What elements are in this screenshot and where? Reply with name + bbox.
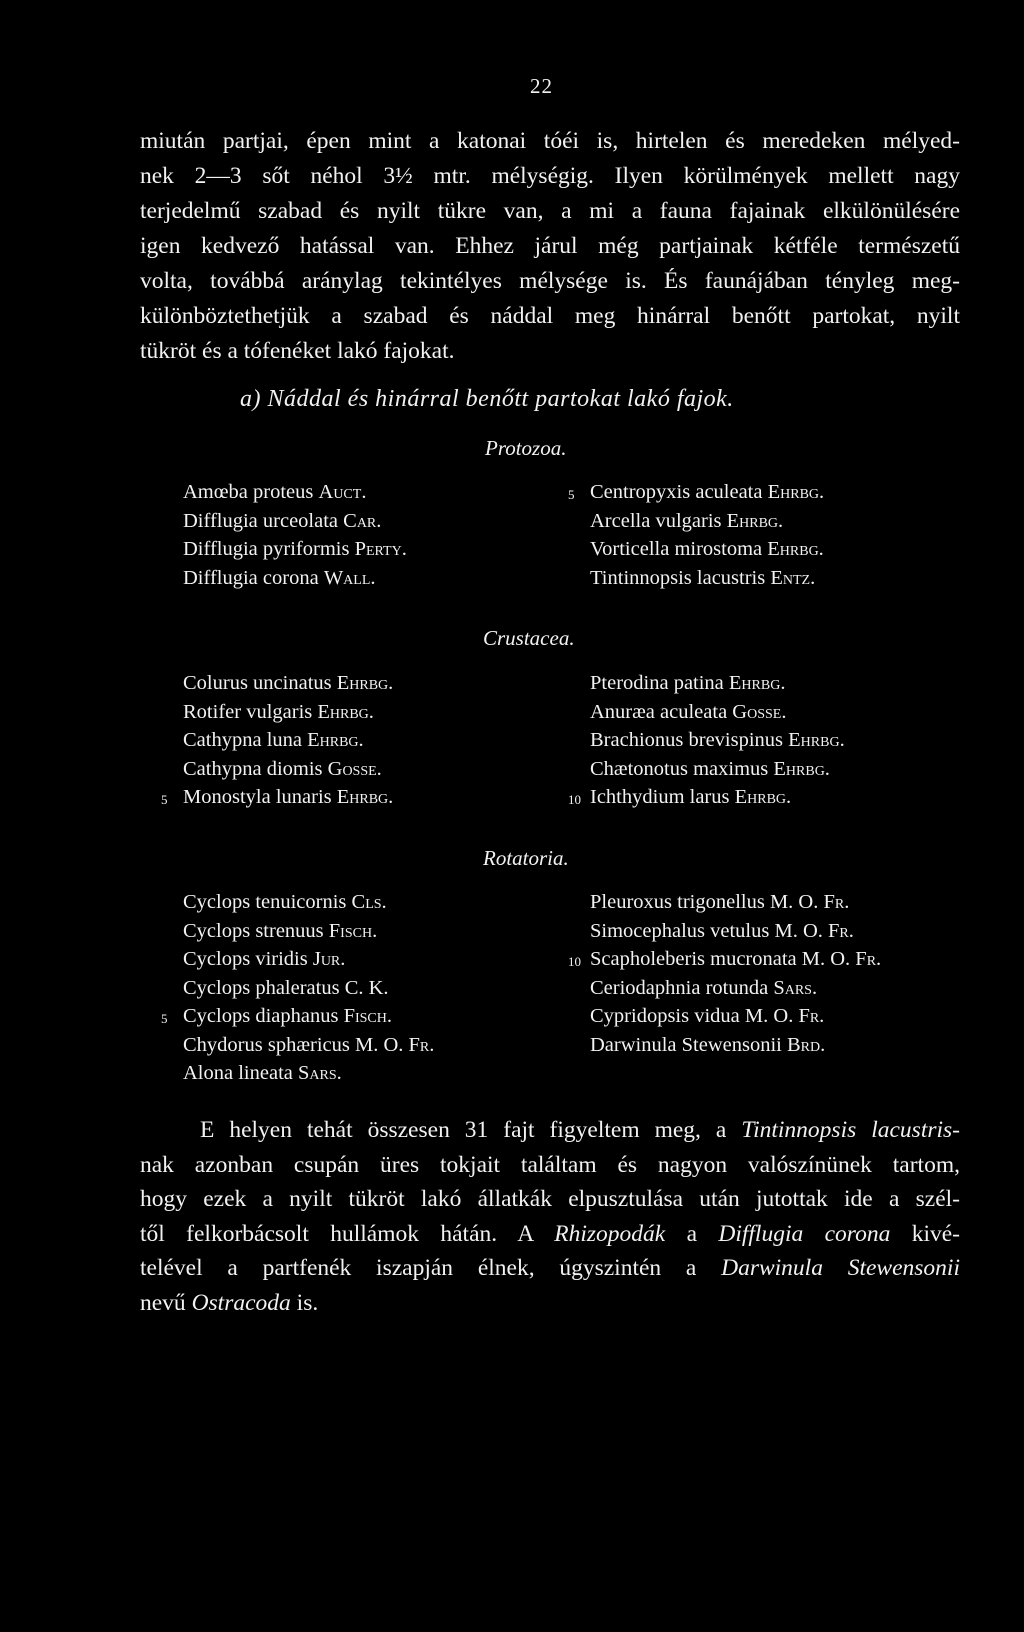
species-author: Ehrbg. [726,509,784,532]
species-author: Ehrbg. [773,757,830,780]
species-name: Rotifer vulgaris [183,700,313,723]
species-entry [590,755,845,784]
species-author: Ehrbg. [336,786,394,808]
species-name: Centropyxis aculeata [590,481,763,503]
line-number: 5 [161,1011,168,1026]
text-line: tükröt és a tófenéket lakó fajokat. [140,338,455,364]
species-name: Difflugia corona [183,566,319,589]
species-name: Simocephalus vetulus [590,919,770,942]
species-author: Gosse. [327,757,382,780]
species-author: Sars. [773,976,818,999]
text-line: nak azonban csupán üres tokjait találtam és nagyon valószínünek tartom, [140,1151,960,1178]
species-entry [183,917,434,946]
species-entry [183,1031,434,1060]
species-author: M. O. Fr. [801,948,882,970]
species-list-left [161,669,394,812]
species-author: Ehrbg. [788,729,845,751]
species-entry [568,945,882,974]
text-run: is. [290,1289,319,1316]
text-run: től felkorbácsolt hullámok hátán. A [140,1220,555,1247]
species-name: Monostyla lunaris [183,786,332,808]
species-entry [590,974,881,1003]
species-author: C. K. [344,976,389,999]
text-run: kivé- [890,1220,960,1247]
species-reference: Tintinnopsis lacustris [741,1117,953,1143]
line-number: 5 [568,487,575,502]
species-name: Cyclops strenuus [183,919,324,942]
species-name: Cathypna luna [183,729,302,751]
species-list-right [568,669,845,812]
species-author: Auct. [318,481,367,503]
intro-paragraph [140,124,960,369]
text-line: igen kedvező hatással van. Ehhez járul még partjainak kétféle természetű [140,233,960,259]
species-entry [161,783,394,812]
line-number: 5 [161,792,168,807]
species-author: Brd. [787,1033,826,1056]
species-author: Car. [343,509,382,532]
text-line: miután partjai, épen mint a katonai tóéi is, hirtelen és meredeken mélyed- [140,128,960,154]
taxon-reference: Ostracoda [191,1289,291,1316]
species-name: Amœba proteus [183,481,314,503]
text-line [140,1286,960,1321]
text-line [140,1113,960,1148]
species-name: Difflugia pyriformis [183,538,350,560]
species-name: Chydorus sphæricus [183,1033,350,1056]
species-author: Fisch. [343,1005,393,1027]
species-author: Ehrbg. [767,481,825,503]
species-name: Difflugia urceolata [183,509,339,532]
text-line [140,1217,960,1252]
text-run: E helyen tehát összesen 31 fajt figyeltem meg, a [200,1117,742,1143]
species-entry [568,783,845,812]
species-author: M. O. Fr. [744,1005,825,1027]
species-name: Scapholeberis mucronata [590,948,797,970]
species-entry [183,478,407,507]
species-entry [183,564,407,593]
species-author: Ehrbg. [307,729,364,751]
species-name: Pleuroxus trigonellus [590,891,765,913]
species-name: Colurus uncinatus [183,672,332,694]
species-list-right [568,478,825,592]
group-title-rotatoria: Rotatoria. [483,846,569,870]
text-line: nek 2—3 sőt néhol 3½ mtr. mélységig. Ilyen körülmények mellett nagy [140,163,960,189]
species-name: Cathypna diomis [183,757,323,780]
text-line: volta, továbbá aránylag tekintélyes mélysége is. És faunájában tényleg meg- [140,268,960,294]
species-name: Arcella vulgaris [590,509,722,532]
species-entry [183,669,393,698]
species-author: M. O. Fr. [774,919,854,942]
species-name: Tintinnopsis lacustris [590,566,766,589]
species-reference: Difflugia corona [718,1220,891,1247]
species-entry [590,698,845,727]
species-entry [183,726,393,755]
species-list-left [183,478,407,592]
species-entry [161,1002,434,1031]
species-author: Ehrbg. [336,672,394,694]
text-line: különböztethetjük a szabad és náddal meg hinárral benőtt partokat, nyilt [140,303,960,329]
species-entry [183,945,434,974]
species-entry [590,917,881,946]
species-entry [590,1002,881,1031]
species-list-right [568,888,882,1059]
species-author: Ehrbg. [767,538,824,560]
species-name: Alona lineata [183,1062,293,1084]
species-author: Gosse. [732,700,787,723]
species-entry [590,507,824,536]
group-title-crustacea: Crustacea. [483,626,575,650]
species-entry [590,669,845,698]
line-number: 10 [568,792,581,807]
species-entry [183,755,393,784]
species-name: Cyclops phaleratus [183,976,340,999]
species-name: Vorticella mirostoma [590,538,763,560]
group-title-protozoa: Protozoa. [485,436,567,460]
species-name: Cypridopsis vidua [590,1005,740,1027]
species-entry [590,888,881,917]
species-entry [183,535,407,564]
text-line: terjedelmű szabad és nyilt tükre van, a mi a fauna fajainak elkülönülésére [140,198,960,224]
species-name: Cyclops diaphanus [183,1005,339,1027]
species-entry [568,478,825,507]
species-entry [183,974,434,1003]
page-number: 22 [530,74,553,98]
species-author: Fisch. [328,919,378,942]
species-entry [183,888,434,917]
species-entry [183,1059,434,1088]
species-entry [183,507,407,536]
species-author: Ehrbg. [728,672,786,694]
text-run: nevű [140,1289,192,1316]
species-list-left [161,888,435,1088]
species-author: Entz. [770,566,816,589]
species-name: Ichthydium larus [590,786,730,808]
species-author: M. O. Fr. [354,1033,435,1056]
text-line: hogy ezek a nyilt tükröt lakó állatkák elpusztulása után jutottak ide a szél- [140,1186,960,1213]
species-name: Ceriodaphnia rotunda [590,976,769,999]
taxon-reference: Rhizopodák [554,1220,666,1247]
text-line [140,1251,960,1286]
species-name: Brachionus brevispinus [590,729,784,751]
text-run: telével a partfenék iszapján élnek, úgyszintén a [140,1255,722,1282]
species-entry [590,564,824,593]
species-author: Ehrbg. [317,700,374,723]
species-name: Cyclops tenuicornis [183,891,347,913]
species-entry [590,1031,881,1060]
section-title: a) Náddal és hinárral benőtt partokat lakó fajok. [240,386,734,412]
species-author: Ehrbg. [734,786,792,808]
closing-paragraph [140,1113,960,1321]
line-number: 10 [568,954,581,969]
species-author: Perty. [354,538,407,560]
species-name: Darwinula Stewensonii [590,1033,782,1056]
species-name: Anuræa aculeata [590,700,728,723]
species-author: Wall. [323,566,376,589]
species-reference: Darwinula Stewensonii [721,1255,960,1282]
species-name: Cyclops viridis [183,948,308,970]
species-name: Chætonotus maximus [590,757,769,780]
species-author: Cls. [351,891,387,913]
species-author: Sars. [297,1062,342,1084]
species-entry [183,698,393,727]
species-author: M. O. Fr. [769,891,850,913]
species-name: Pterodina patina [590,672,724,694]
text-run: a [665,1220,719,1247]
species-entry [590,726,845,755]
species-entry [590,535,824,564]
species-author: Jur. [312,948,346,970]
text-run: - [952,1117,960,1143]
